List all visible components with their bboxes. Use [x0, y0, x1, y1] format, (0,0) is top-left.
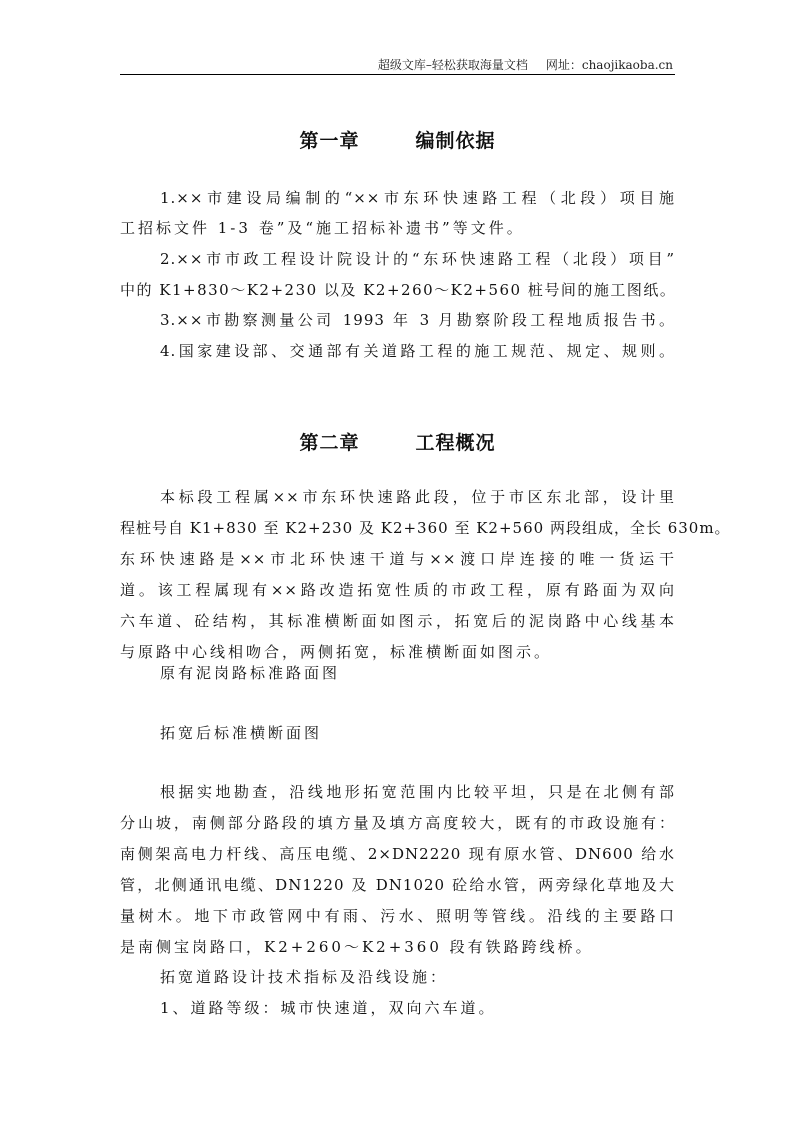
- text-line: 管，北侧通讯电缆、DN1220 及 DN1020 砼给水管，两旁绿化草地及大: [120, 876, 675, 894]
- chapter2-number: 第二章: [299, 432, 360, 454]
- chapter2-heading: [120, 428, 675, 455]
- text-line: 3.××市勘察测量公司 1993 年 3 月勘察阶段工程地质报告书。: [160, 311, 675, 329]
- figure-caption-original: 原有泥岗路标准路面图: [160, 664, 341, 682]
- text-line: 道。该工程属现有××路改造拓宽性质的市政工程，原有路面为双向: [120, 581, 675, 599]
- text-line: 与原路中心线相吻合，两侧拓宽，标准横断面如图示。: [120, 643, 553, 661]
- spec-heading: 拓宽道路设计技术指标及沿线设施：: [160, 968, 449, 986]
- page-header: [378, 56, 673, 73]
- text-line: 2.××市市政工程设计院设计的“东环快速路工程（北段）项目”: [160, 250, 675, 268]
- chapter1-number: 第一章: [299, 130, 360, 152]
- text-line: 六车道、砼结构，其标准横断面如图示，拓宽后的泥岗路中心线基本: [120, 612, 675, 630]
- chapter1-heading: [120, 126, 675, 153]
- header-url: 网址：chaojikaoba.cn: [545, 58, 673, 72]
- text-line: 分山坡，南侧部分路段的填方量及填方高度较大，既有的市政设施有：: [120, 814, 675, 832]
- text-line: 工招标文件 1-3 卷”及“施工招标补遗书”等文件。: [120, 219, 525, 237]
- text-line: 程桩号自 K1+830 至 K2+230 及 K2+360 至 K2+560 两段组成，全长 630m。: [120, 519, 731, 537]
- chapter2-title: 工程概况: [415, 432, 496, 454]
- chapter1-title: 编制依据: [415, 130, 496, 152]
- header-site: 超级文库–轻松获取海量文档: [377, 58, 528, 72]
- text-line: 南侧架高电力杆线、高压电缆、2×DN2220 现有原水管、DN600 给水: [120, 845, 675, 863]
- text-line: 1.××市建设局编制的“××市东环快速路工程（北段）项目施: [160, 189, 675, 207]
- text-line: 量树木。地下市政管网中有雨、污水、照明等管线。沿线的主要路口: [120, 907, 675, 925]
- spec-item: 1、道路等级：城市快速道，双向六车道。: [160, 999, 497, 1017]
- text-line: 是南侧宝岗路口，K2+260～K2+360 段有铁路跨线桥。: [120, 938, 594, 956]
- text-line: 东环快速路是××市北环快速干道与××渡口岸连接的唯一货运干: [120, 550, 675, 568]
- text-line: 根据实地勘查，沿线地形拓宽范围内比较平坦，只是在北侧有部: [160, 783, 675, 801]
- figure-caption-widened: 拓宽后标准横断面图: [160, 724, 323, 742]
- text-line: 中的 K1+830～K2+230 以及 K2+260～K2+560 桩号间的施工图纸。: [120, 281, 677, 299]
- text-line: 4.国家建设部、交通部有关道路工程的施工规范、规定、规则。: [160, 342, 675, 360]
- text-line: 本标段工程属××市东环快速路此段，位于市区东北部，设计里: [160, 488, 675, 506]
- header-rule: [120, 74, 675, 75]
